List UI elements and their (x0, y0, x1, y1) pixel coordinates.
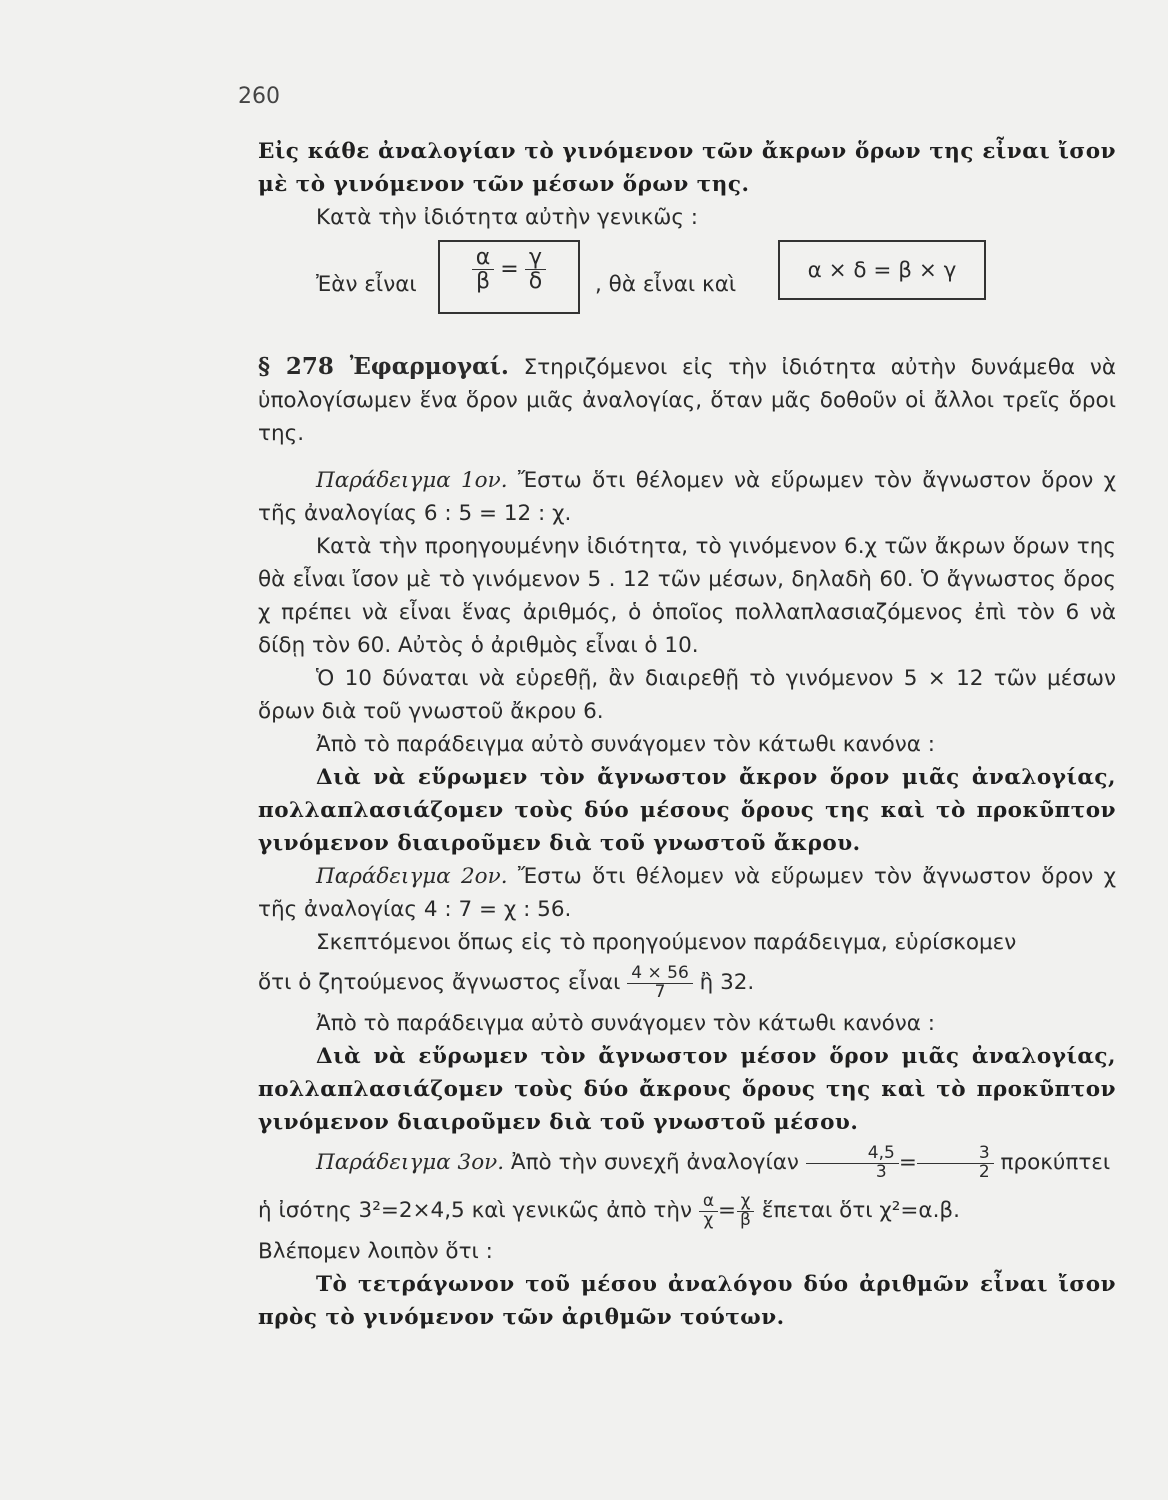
example-2-text: Ἔστω ὅτι θέλομεν νὰ εὕρωμεν τὸν ἄγνωστον ὅρον χ τῆς ἀναλογίας 4 : 7 = χ : 56. (258, 864, 1116, 922)
section-text: Στηριζόμενοι εἰς τὴν ἰδιότητα αὐτὴν δυνάμεθα νὰ ὑπολογίσωμεν ἕνα ὅρον μιᾶς ἀναλογίας, ὅταν μᾶς δοθοῦν οἱ ἄλλοι τρεῖς ὅροι της. (258, 355, 1117, 446)
equals-sign: = (898, 1150, 917, 1175)
product-equation: α × δ = β × γ (807, 257, 957, 283)
frac-den: 7 (654, 981, 666, 1002)
example-3-text-b: προκύπτει (1000, 1150, 1111, 1175)
example-2-result: ἢ 32. (699, 970, 755, 995)
frac-den: δ (528, 269, 543, 295)
example-1-rule: Διὰ νὰ εὕρωμεν τὸν ἄγνωστον ἄκρον ὅρον μιᾶς ἀναλογίας, πολλαπλασιάζομεν τοὺς δύο μέσους ὅρους της καὶ τὸ προκῦπτον γινόμενον διαιροῦμεν διὰ τοῦ γνωστοῦ ἄκρου. (258, 765, 1116, 856)
frac-den: 2 (978, 1161, 990, 1182)
fraction-4x56-over-7 (627, 962, 693, 1002)
equals-sign: = (500, 257, 519, 283)
fraction-alpha-beta (472, 246, 495, 293)
product-box (778, 240, 986, 300)
main-rule: Εἰς κάθε ἀναλογίαν τὸ γινόμενον τῶν ἄκρων ὅρων της εἶναι ἴσον μὲ τὸ γινόμενον τῶν μέσων ὅρων της. (258, 139, 1116, 197)
frac-den: 3 (875, 1161, 887, 1182)
section-heading: § 278 Ἐφαρμογαί. (258, 353, 509, 380)
frac-num: α (699, 1193, 718, 1212)
example-3-line2 (258, 1187, 1116, 1235)
fraction-4-5-over-3 (806, 1142, 899, 1182)
example-1-label: Παράδειγμα 1ον. (316, 468, 508, 493)
example-1-text: Ἔστω ὅτι θέλομεν νὰ εὕρωμεν τὸν ἄγνωστον ὅρον χ τῆς ἀναλογίας 6 : 5 = 12 : χ. (258, 468, 1116, 526)
proportion-formula (258, 240, 1116, 332)
frac-den: β (740, 1209, 751, 1230)
example-3-line2-b: ἕπεται ὅτι χ²=α.β. (761, 1198, 960, 1223)
frac-num: α (472, 246, 495, 270)
fraction-alpha-over-chi (699, 1190, 718, 1230)
frac-num: 3 (917, 1145, 994, 1164)
example-2-result-line (258, 959, 1116, 1007)
fraction-gamma-delta (525, 246, 546, 293)
frac-num: 4,5 (806, 1145, 899, 1164)
frac-num: 4 × 56 (627, 965, 693, 984)
example-2-label: Παράδειγμα 2ον. (316, 864, 508, 889)
equals-sign: = (718, 1198, 737, 1223)
example-3-label: Παράδειγμα 3ον. (316, 1150, 505, 1175)
example-2-para2: Σκεπτόμενοι ὅπως εἰς τὸ προηγούμενον παράδειγμα, εὑρίσκομεν (316, 930, 1017, 955)
example-2 (258, 860, 1116, 926)
formula-then-label: , θὰ εἶναι καὶ (595, 272, 737, 297)
fraction-3-over-2 (917, 1142, 994, 1182)
frac-num: γ (525, 246, 546, 270)
frac-num: χ (737, 1193, 755, 1212)
example-1-rule-intro: Ἀπὸ τὸ παράδειγμα αὐτὸ συνάγομεν τὸν κάτωθι κανόνα : (316, 732, 936, 757)
example-3-rule: Τὸ τετράγωνον τοῦ μέσου ἀναλόγου δύο ἀριθμῶν εἶναι ἴσον πρὸς τὸ γινόμενον τῶν ἀριθμῶν τούτων. (258, 1272, 1116, 1330)
example-3-line2-a: ἡ ἰσότης 3²=2×4,5 καὶ γενικῶς ἀπὸ τὴν (258, 1198, 692, 1223)
example-2-rule: Διὰ νὰ εὕρωμεν τὸν ἄγνωστον μέσον ὅρον μιᾶς ἀναλογίας, πολλαπλασιάζομεν τοὺς δύο ἄκρους ὅρους της καὶ τὸ προκῦπτον γινόμενον διαιροῦμεν διὰ τοῦ γνωστοῦ μέσου. (258, 1044, 1116, 1135)
example-2-rule-intro: Ἀπὸ τὸ παράδειγμα αὐτὸ συνάγομεν τὸν κάτωθι κανόνα : (316, 1011, 936, 1036)
example-1-para3: Ὁ 10 δύναται νὰ εὑρεθῇ, ἂν διαιρεθῇ τὸ γινόμενον 5 × 12 τῶν μέσων ὅρων διὰ τοῦ γνωστοῦ ἄκρου 6. (258, 666, 1116, 724)
example-3 (258, 1139, 1116, 1187)
example-3-text-a: Ἀπὸ τὴν συνεχῆ ἀναλογίαν (510, 1150, 799, 1175)
frac-den: χ (703, 1209, 714, 1230)
formula-if-label: Ἐὰν εἶναι (316, 272, 417, 297)
example-3-line3: Βλέπομεν λοιπὸν ὅτι : (258, 1239, 493, 1264)
example-2-result-text: ὅτι ὁ ζητούμενος ἄγνωστος εἶναι (258, 970, 621, 995)
frac-den: β (476, 269, 491, 295)
fraction-chi-over-beta (736, 1190, 755, 1230)
page-body (258, 135, 1116, 1334)
page-number: 260 (238, 84, 280, 109)
proportion-box (438, 240, 580, 314)
rule-intro: Κατὰ τὴν ἰδιότητα αὐτὴν γενικῶς : (316, 205, 699, 230)
example-1 (258, 464, 1116, 530)
example-1-para2: Κατὰ τὴν προηγουμένην ἰδιότητα, τὸ γινόμενον 6.χ τῶν ἄκρων ὅρων της θὰ εἶναι ἴσον μὲ τὸ γινόμενον 5 . 12 τῶν μέσων, δηλαδὴ 60. Ὁ ἄγνωστος ὅρος χ πρέπει νὰ εἶναι ἕνας ἀριθμός, ὁ ὁποῖος πολλαπλασιαζόμενος ἐπὶ τὸν 6 νὰ δίδῃ τὸν 60. Αὐτὸς ὁ ἀριθμὸς εἶναι ὁ 10. (258, 534, 1116, 658)
section-278 (258, 350, 1116, 450)
